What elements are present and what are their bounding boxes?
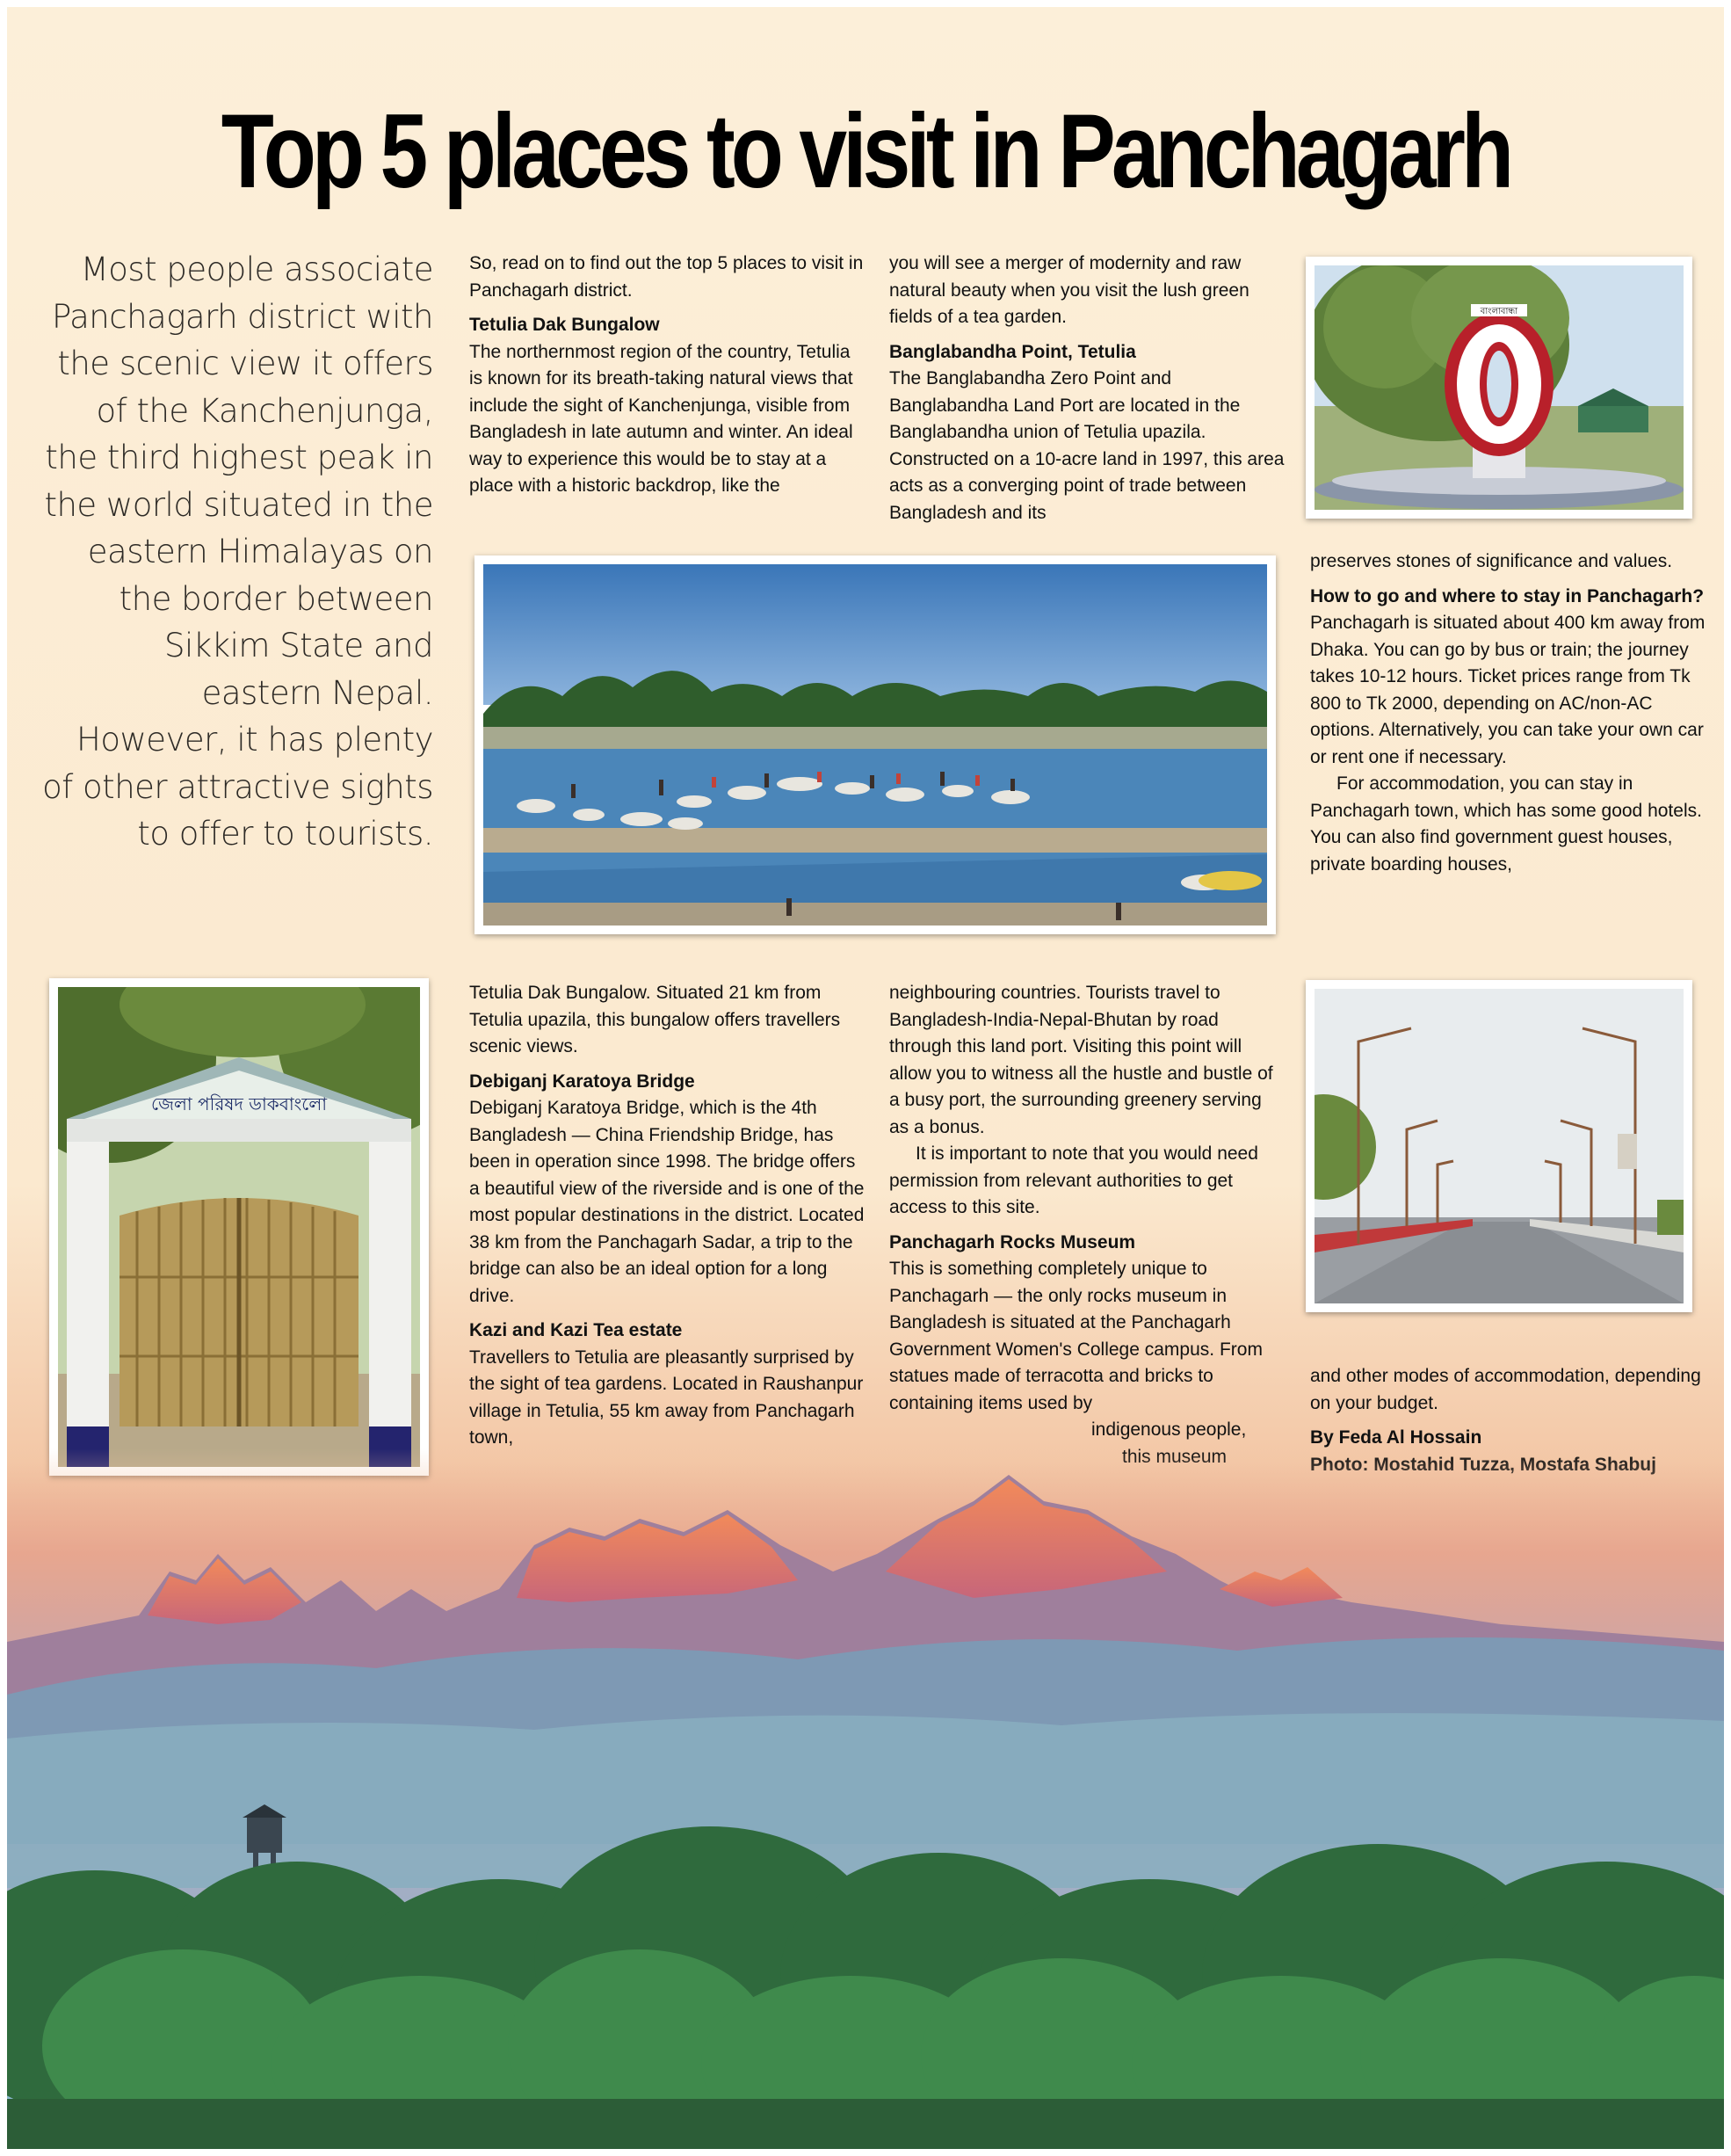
paragraph-karatoya-bridge: Debiganj Karatoya Bridge, which is the 4th Bangladesh — China Friendship Bridge, has been in operation since 1998. The bridge offers a beautiful view of the riverside and is one of the most popular destinations in the district. Located 38 km from the Panchagarh Sadar, a trip to the bridge can also be an ideal option for a long drive.: [469, 1098, 865, 1306]
paragraph-dak-continued: Tetulia Dak Bungalow. Situated 21 km from Tetulia upazila, this bungalow offers travellers scenic views.: [469, 983, 841, 1056]
bridge-illustration: [1315, 989, 1684, 1303]
kanchenjunga-photo: [7, 1448, 1724, 2149]
headline: Top 5 places to visit in Panchagarh: [221, 92, 1510, 210]
column-1-top: [469, 250, 865, 500]
column-2-bottom: [889, 980, 1285, 1470]
heading-rocks-museum: Panchagarh Rocks Museum: [889, 1231, 1136, 1252]
photo-river: [474, 555, 1276, 934]
zero-point-illustration: [1315, 265, 1684, 510]
column-1-bottom: [469, 980, 865, 1452]
photo-zero-point: [1306, 257, 1692, 519]
bungalow-sign-text: জেলা পরিষদ ডাকবাংলো: [150, 1093, 328, 1114]
intro-text: Most people associate Panchagarh district with the scenic view it offers of the Kanchenjunga, the third highest peak in the world situated in the eastern Himalayas on the border between Sikkim State and eastern Nepal. However, it has plenty of other attractive sights to offer to tourists.: [42, 250, 433, 853]
gate-illustration: [58, 987, 420, 1467]
paragraph-permission: It is important to note that you would need permission from relevant authorities to get access to this site.: [889, 1143, 1258, 1217]
heading-tea-estate: Kazi and Kazi Tea estate: [469, 1320, 683, 1340]
paragraph-banglabandha-continued: neighbouring countries. Tourists travel to Bangladesh-India-Nepal-Bhutan by road through this land port. Visiting this point will allow you to witness all the hustle and bustle of a busy port, the surrounding greenery serving as a bonus.: [889, 983, 1273, 1137]
author-byline: By Feda Al Hossain: [1310, 1427, 1482, 1448]
river-illustration: [483, 564, 1267, 926]
photo-karatoya-bridge: [1306, 980, 1692, 1312]
paragraph-tea-continued: you will see a merger of modernity and raw natural beauty when you visit the lush green fields of a tea garden.: [889, 253, 1249, 327]
paragraph-dak-bungalow: The northernmost region of the country, Tetulia is known for its breath-taking natural views that include the sight of Kanchenjunga, visible from Bangladesh in late autumn and winter. An ideal way to experience this would be to stay at a place with a historic backdrop, like the: [469, 341, 853, 496]
paragraph-rocks-museum-end-1: indigenous people,: [1091, 1419, 1247, 1440]
article-page: [7, 7, 1724, 2149]
heading-banglabandha: Banglabandha Point, Tetulia: [889, 341, 1136, 362]
column-2-top: [889, 250, 1285, 526]
column-3-middle: [1310, 548, 1706, 878]
paragraph-tea-estate: Travellers to Tetulia are pleasantly surprised by the sight of tea gardens. Located in Raushanpur village in Tetulia, 55 km away from Panchagarh town,: [469, 1347, 864, 1448]
heading-karatoya-bridge: Debiganj Karatoya Bridge: [469, 1071, 695, 1092]
paragraph-accommodation: For accommodation, you can stay in Panchagarh town, which has some good hotels. You can also find government guest houses, private boarding houses,: [1310, 773, 1702, 875]
paragraph-accommodation-continued: and other modes of accommodation, depending on your budget.: [1310, 1366, 1701, 1413]
lead-paragraph: So, read on to find out the top 5 places to visit in Panchagarh district.: [469, 253, 864, 301]
photo-dak-bungalow-gate: [49, 978, 429, 1476]
mountain-illustration: [7, 1448, 1724, 2149]
zero-point-sign-text: বাংলাবান্ধা: [1480, 307, 1518, 316]
heading-how-to-go: How to go and where to stay in Panchagarh?: [1310, 585, 1705, 606]
paragraph-museum-continued: preserves stones of significance and values.: [1310, 551, 1673, 571]
paragraph-rocks-museum: This is something completely unique to Panchagarh — the only rocks museum in Bangladesh is situated at the Panchagarh Government Women's College campus. From statues made of terracotta and bricks to containing items used by: [889, 1259, 1263, 1413]
paragraph-banglabandha: The Banglabandha Zero Point and Banglabandha Land Port are located in the Banglabandha union of Tetulia upazila. Constructed on a 10-acre land in 1997, this area acts as a converging point of trade between Bangladesh and its: [889, 368, 1285, 523]
heading-dak-bungalow: Tetulia Dak Bungalow: [469, 315, 660, 335]
paragraph-how-to-go: Panchagarh is situated about 400 km away from Dhaka. You can go by bus or train; the journey takes 10-12 hours. Ticket prices range from Tk 800 to Tk 2000, depending on AC/non-AC options. Alternatively, you can take your own car or rent one if necessary.: [1310, 613, 1706, 767]
